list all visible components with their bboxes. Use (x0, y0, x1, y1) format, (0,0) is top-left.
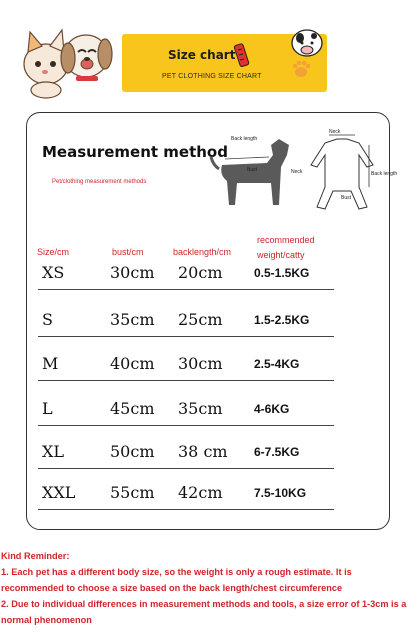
row-divider (38, 425, 334, 426)
measurement-card (26, 112, 398, 530)
dog-neck-label: Neck (291, 169, 303, 175)
row-divider (38, 468, 334, 469)
back-length-cell: 20cm (178, 263, 223, 282)
weight-cell: 0.5-1.5KG (254, 266, 310, 280)
bust-cell: 45cm (110, 399, 155, 418)
row-divider (38, 380, 334, 381)
row-divider (38, 509, 334, 510)
ruler-icon (235, 42, 249, 68)
weight-cell: 4-6KG (254, 402, 290, 416)
size-cell: S (42, 310, 53, 329)
dog-measurement-diagram (207, 125, 307, 213)
cat-and-dog-illustration (20, 14, 115, 99)
size-cell: XL (42, 442, 65, 461)
back-length-cell: 35cm (178, 399, 223, 418)
back-length-cell: 38 cm (178, 442, 228, 461)
bust-cell: 50cm (110, 442, 155, 461)
bust-cell: 55cm (110, 483, 155, 502)
banner-subtitle: PET CLOTHING SIZE CHART (162, 73, 262, 80)
row-divider (38, 289, 334, 290)
weight-cell: 7.5-10KG (254, 486, 307, 500)
cow-icon (288, 26, 326, 60)
weight-cell: 2.5-4KG (254, 357, 300, 371)
bust-cell: 30cm (110, 263, 155, 282)
header-bust: bust/cm (112, 247, 144, 257)
reminder-title: Kind Reminder: (1, 551, 70, 561)
size-cell: L (42, 399, 53, 418)
dog-back-length-label: Back length (231, 136, 258, 142)
bust-cell: 40cm (110, 354, 155, 373)
table-row (37, 263, 337, 303)
clothes-bust-label: Bust (341, 195, 352, 201)
clothes-back-length-label: Back length (371, 171, 398, 177)
table-row (37, 354, 337, 394)
measurement-method-title: Measurement method (42, 143, 228, 161)
dog-bust-label: Bust (247, 167, 258, 173)
clothes-neck-label: Neck (329, 129, 341, 135)
reminder-line-2: 2. Due to individual differences in measurement methods and tools, a size error of 1-3cm is a normal phenomenon (1, 599, 407, 625)
size-cell: M (42, 354, 59, 373)
table-row (37, 442, 337, 482)
back-length-cell: 30cm (178, 354, 223, 373)
measurement-method-subtitle: Pet/clothing measurement methods (52, 179, 147, 185)
size-cell: XS (42, 263, 65, 282)
table-row (37, 310, 337, 350)
header-recommended-weight: recommended weight/catty (257, 235, 315, 260)
table-row (37, 399, 337, 439)
header-back-length: backlength/cm (173, 247, 232, 257)
back-length-cell: 42cm (178, 483, 223, 502)
kind-reminder (1, 548, 413, 628)
back-length-cell: 25cm (178, 310, 223, 329)
bust-cell: 35cm (110, 310, 155, 329)
banner-title: Size chart (168, 48, 236, 62)
paw-icon (290, 58, 312, 80)
reminder-line-1: 1. Each pet has a different body size, so the weight is only a rough estimate. It is recommended to choose a size based on the back length/chest circumference (1, 567, 352, 593)
header (0, 0, 416, 102)
table-row (37, 483, 337, 523)
size-cell: XXL (42, 483, 76, 502)
row-divider (38, 336, 334, 337)
weight-cell: 1.5-2.5KG (254, 313, 310, 327)
header-size: Size/cm (37, 247, 70, 257)
clothing-measurement-diagram (307, 125, 398, 215)
weight-cell: 6-7.5KG (254, 445, 300, 459)
